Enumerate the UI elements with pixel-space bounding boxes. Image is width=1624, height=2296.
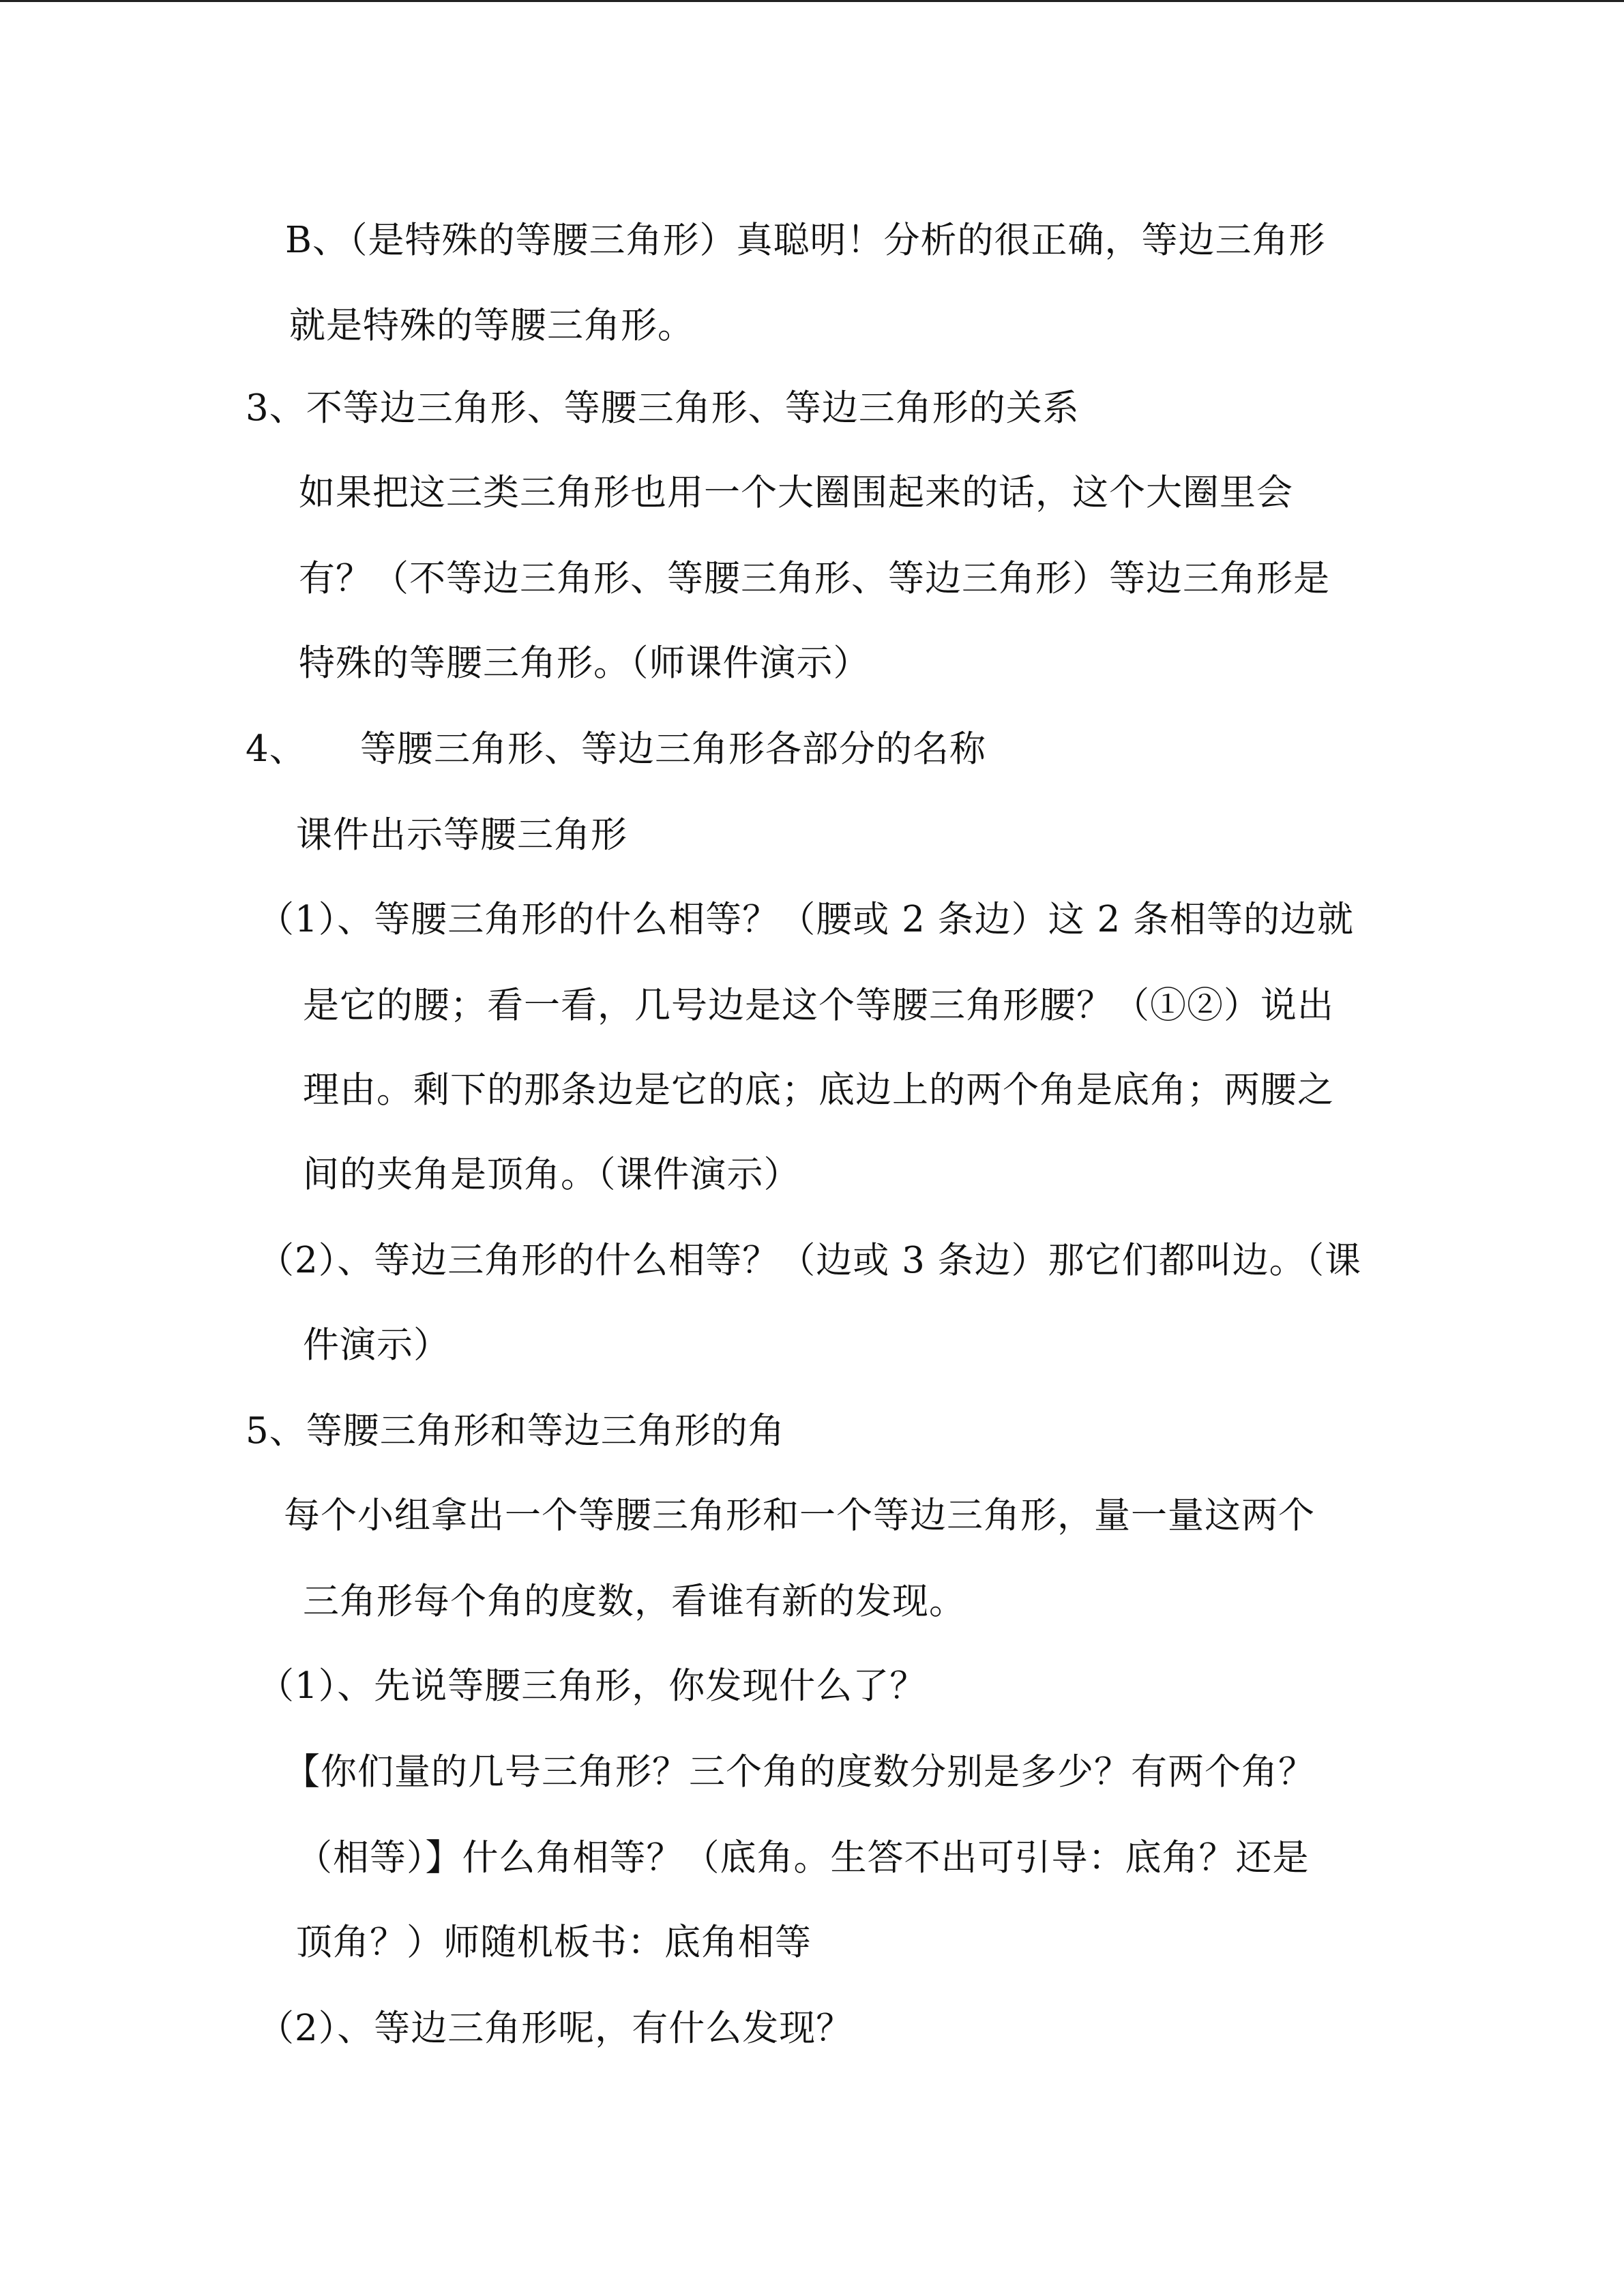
section-number-4: 4、 — [246, 728, 306, 770]
text-line: 是它的腰；看一看，几号边是这个等腰三角形腰？（①②）说出 — [303, 985, 1334, 1026]
text-line: 课件出示等腰三角形 — [296, 814, 628, 856]
text-line: 【你们量的几号三角形？三个角的度数分别是多少？有两个角？ — [284, 1751, 1315, 1793]
section-heading-3: 3、不等边三角形、等腰三角形、等边三角形的关系 — [246, 387, 1080, 429]
page-top-border — [0, 0, 1624, 2]
text-line: 理由。剩下的那条边是它的底；底边上的两个角是底角；两腰之 — [303, 1069, 1334, 1111]
text-line: （2）、等边三角形的什么相等？（边或 3 条边）那它们都叫边。（课 — [258, 1240, 1362, 1281]
section-heading-4: 等腰三角形、等边三角形各部分的名称 — [360, 728, 986, 770]
text-line: 有？（不等边三角形、等腰三角形、等边三角形）等边三角形是 — [299, 558, 1330, 599]
text-line: （相等）】什么角相等？（底角。生答不出可引导：底角？还是 — [296, 1837, 1310, 1879]
text-line: 就是特殊的等腰三角形。 — [289, 305, 694, 346]
text-line: 特殊的等腰三角形。（师课件演示） — [299, 642, 870, 684]
text-line: 间的夹角是顶角。（课件演示） — [303, 1154, 801, 1195]
section-heading-5: 5、等腰三角形和等边三角形的角 — [246, 1410, 785, 1452]
text-line: （1）、等腰三角形的什么相等？（腰或 2 条边）这 2 条相等的边就 — [258, 899, 1355, 940]
text-line: 件演示） — [303, 1324, 450, 1366]
text-line: （2）、等边三角形呢，有什么发现？ — [258, 2008, 853, 2049]
text-line: （1）、先说等腰三角形，你发现什么了？ — [258, 1665, 927, 1707]
text-line: B、（是特殊的等腰三角形）真聪明！分析的很正确，等边三角形 — [285, 220, 1326, 261]
text-line: 每个小组拿出一个等腰三角形和一个等边三角形，量一量这两个 — [284, 1495, 1315, 1536]
text-line: 顶角？）师随机板书：底角相等 — [296, 1922, 812, 1963]
text-line: 三角形每个角的度数，看谁有新的发现。 — [303, 1581, 966, 1622]
text-line: 如果把这三类三角形也用一个大圈围起来的话，这个大圈里会 — [299, 472, 1293, 513]
